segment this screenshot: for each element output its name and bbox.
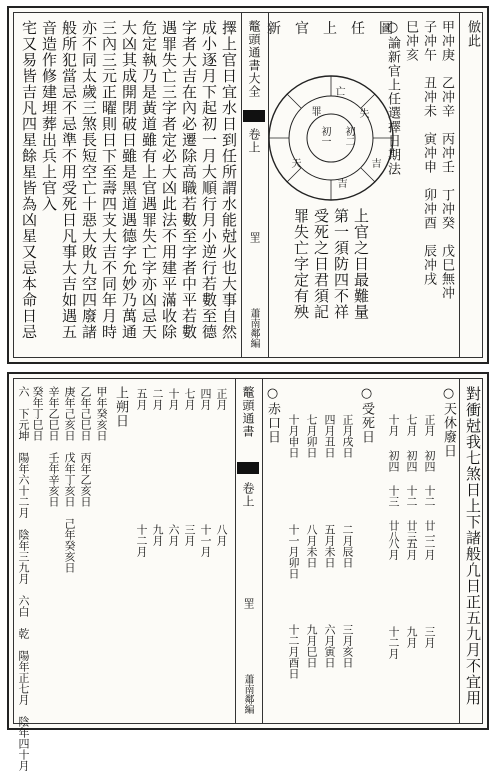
shousi-8: 十一月卯日 (287, 524, 300, 579)
tianxiu-days-3: 初四 十三 廿八 (387, 450, 400, 542)
chikou-heading: ○赤口日 (265, 386, 280, 444)
diagram-title: 新官上任圖 (267, 21, 407, 37)
volume-label: 卷上 (241, 482, 255, 508)
compass-day-2: 初二 (343, 126, 354, 146)
shousi-4: 十月申日 (287, 414, 300, 458)
tianxiu-row-6: 八月 (387, 538, 400, 560)
compass-text-2: 亡 (333, 86, 344, 96)
shousi-2: 四月丑日 (323, 414, 336, 458)
tianxiu-row-7: 三月 (423, 626, 436, 648)
chikou-3: 七月 (183, 388, 196, 410)
printer-signature: 蕭南鄰編 (242, 674, 253, 714)
fish-tail-mark (243, 110, 265, 122)
center-gutter (235, 378, 263, 724)
compass-day-1: 初一 (319, 126, 330, 146)
text-col-1: 擇上官日宜水日到任所謂水能尅火也大事自然 (220, 20, 238, 340)
shangshuo-3: 庚年己亥日 戊年丁亥日 己年癸亥日 (63, 386, 76, 573)
shousi-1: 正月戌日 (341, 414, 354, 458)
tianxiu-days-2: 初四 十二 廿三 (405, 450, 418, 542)
shousi-5: 二月辰日 (341, 524, 354, 568)
top-page (7, 6, 489, 364)
shangshuo-1: 甲年癸亥日 (95, 386, 108, 441)
tianxiu-row-9: 十二月 (387, 626, 400, 659)
tianxiu-row-2: 七月 (405, 414, 418, 436)
section-heading: ○論新官上任選擇日期法 (385, 20, 400, 176)
compass-text-3: 失 (357, 108, 368, 118)
head-right: 倣此 (465, 20, 480, 48)
chikou-5: 二月 (151, 388, 164, 410)
shousi-11: 九月巳日 (305, 624, 318, 668)
page-number: 罜 (242, 598, 255, 609)
shangshuo-4: 辛年乙巳日 壬年辛亥日 (47, 386, 60, 507)
text-col-4: 遇罪失亡三字者定必大凶此法不用建平滿收除 (160, 20, 178, 340)
compass-text-4: 吉 (335, 178, 346, 188)
page-number: 罜 (248, 232, 261, 243)
last-col: 六 下元坤 陽年六十二月 陰年三九月 六白 乾 陽年正七月 陰年四十月 (17, 386, 30, 771)
text-col-8: 亦不同太歲三煞長短空亡十惡大敗九空四廢諸 (80, 20, 98, 340)
text-col-5: 危定執乃是黃道雖有上官遇罪失亡字亦凶忌天 (140, 20, 158, 340)
chikou-1: 正月 (215, 388, 228, 410)
new-official-compass-diagram (261, 68, 401, 208)
shangshuo-5: 癸年丁巳日 (31, 386, 44, 441)
tianxiu-row-1: 正月 (423, 414, 436, 436)
clash-row-2: 子冲午 丑冲未 寅冲申 卯冲酉 辰冲戌 (421, 20, 436, 286)
tianxiu-days-1: 初四 十二 廿一 (423, 450, 436, 542)
tianxiu-row-4: 二月 (423, 538, 436, 560)
chikou-12: 十二月 (135, 524, 148, 557)
chikou-4: 十月 (167, 388, 180, 410)
rule-line-2: 第一須防四不祥 (332, 208, 350, 320)
shousi-heading: ○受死日 (359, 386, 374, 444)
book-title: 鼇頭通書大全 (247, 20, 261, 98)
shousi-3: 七月卯日 (305, 414, 318, 458)
shangshuo-heading: 上朔日 (113, 386, 128, 428)
shousi-7: 八月未日 (305, 524, 318, 568)
shousi-10: 六月寅日 (323, 624, 336, 668)
chikou-9: 三月 (183, 524, 196, 546)
rule-line-3: 受死之日君須記 (312, 208, 330, 320)
text-col-3: 字者大吉在內必遷除高職若數至字者中平若數 (180, 20, 198, 340)
chikou-2: 四月 (199, 388, 212, 410)
chikou-10: 六月 (167, 524, 180, 546)
text-col-9: 般所犯當忌不忌準不用受死日凡事大吉如遇五 (60, 20, 78, 340)
tianxiu-row-3: 十月 (387, 414, 400, 436)
compass-text-5: 天 (289, 158, 300, 168)
book-title: 鼇頭通書 (241, 386, 255, 438)
chikou-11: 九月 (151, 524, 164, 546)
shousi-12: 十二月酉日 (287, 624, 300, 679)
shousi-6: 五月未日 (323, 524, 336, 568)
tianxiu-heading: ○天休廢日 (441, 386, 456, 458)
text-col-7: 三內三元正曜則日下至壽四支大吉不同年月時 (100, 20, 118, 340)
bottom-page (7, 372, 489, 771)
chikou-8: 十一月 (199, 524, 212, 557)
text-col-11: 宅又易皆吉凡四星餘星皆為凶星又忌本命日忌 (20, 20, 38, 340)
tianxiu-row-8: 九月 (405, 626, 418, 648)
shangshuo-2: 乙年己巳日 丙年乙亥日 (79, 386, 92, 507)
text-col-2: 成小逐月下起初一月大順行月小逆行若數至德 (200, 20, 218, 340)
heading-right: 對衝尅我七煞日上下諸般凢日正五九月不宜用 (464, 386, 482, 706)
center-gutter (241, 12, 269, 358)
text-col-6: 大凶其成開閉破日雖是黑道遇德字允妙乃萬通 (120, 20, 138, 340)
chikou-6: 五月 (135, 388, 148, 410)
divider (459, 12, 460, 358)
volume-label: 卷上 (247, 128, 261, 154)
shousi-9: 三月亥日 (341, 624, 354, 668)
chikou-7: 八月 (215, 524, 228, 546)
clash-row-3: 巳冲亥 (403, 20, 418, 62)
rule-line-4: 罪失亡字定有殃 (292, 208, 310, 320)
divider (459, 378, 460, 724)
compass-text-1: 罪 (309, 106, 320, 116)
text-col-10: 音造作修建埋葬出兵上官入 (40, 20, 58, 212)
compass-text-6: 吉 (369, 158, 380, 168)
rule-line-1: 上官之日最難量 (352, 208, 370, 320)
fish-tail-mark (237, 462, 259, 474)
clash-row-1: 甲冲庚 乙冲辛 丙冲壬 丁冲癸 戊巳無冲 (439, 20, 454, 300)
printer-signature: 蕭南鄰編 (248, 308, 259, 348)
tianxiu-row-5: 五月 (405, 538, 418, 560)
